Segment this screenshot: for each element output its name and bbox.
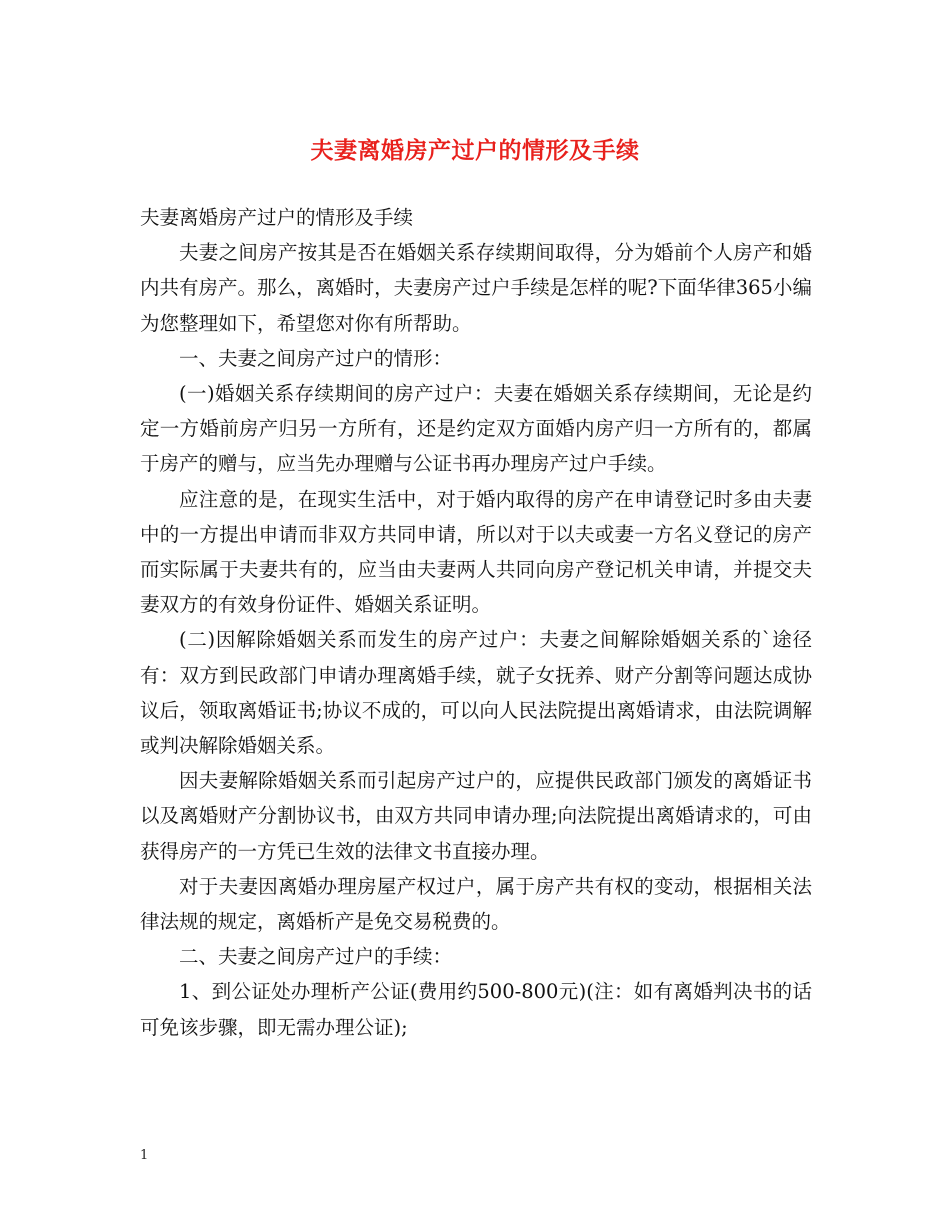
page-number: 1 xyxy=(140,1148,149,1163)
section-heading-procedures: 二、夫妻之间房产过户的手续： xyxy=(179,945,453,969)
paragraph-during-marriage: (一)婚姻关系存续期间的房产过户：夫妻在婚姻关系存续期间，无论是约定一方婚前房产归另一方所有，还是约定双方面婚内房产归一方所有的，都属于房产的赠与，应当先办理赠与公证书再办理房产过户手续。 xyxy=(140,382,812,476)
paragraph-step-1: 1、到公证处办理析产公证(费用约500-800元)(注：如有离婚判决书的话可免该步骤，即无需办理公证); xyxy=(140,980,812,1039)
paragraph-attention: 应注意的是，在现实生活中，对于婚内取得的房产在申请登记时多由夫妻中的一方提出申请而非双方共同申请，所以对于以夫或妻一方名义登记的房产而实际属于夫妻共有的，应当由夫妻两人共同向房产登记机关申请，并提交夫妻双方的有效身份证件、婚姻关系证明。 xyxy=(140,487,812,617)
paragraph-tax-exempt: 对于夫妻因离婚办理房屋产权过户，属于房产共有权的变动，根据相关法律法规的规定，离婚析产是免交易税费的。 xyxy=(140,874,812,934)
paragraph-divorce-transfer: 因夫妻解除婚姻关系而引起房产过户的，应提供民政部门颁发的离婚证书以及离婚财产分割协议书，由双方共同申请办理;向法院提出离婚请求的，可由获得房产的一方凭已生效的法律文书直接办理。 xyxy=(140,769,812,863)
document-subtitle: 夫妻离婚房产过户的情形及手续 xyxy=(140,206,414,229)
document-body xyxy=(140,200,812,1045)
document-title: 夫妻离婚房产过户的情形及手续 xyxy=(310,137,640,164)
section-heading-situations: 一、夫妻之间房产过户的情形： xyxy=(179,346,453,370)
paragraph-intro: 夫妻之间房产按其是否在婚姻关系存续期间取得，分为婚前个人房产和婚内共有房产。那么，离婚时，夫妻房产过户手续是怎样的呢?下面华律365小编为您整理如下，希望您对你有所帮助。 xyxy=(140,241,812,335)
paragraph-divorce: (二)因解除婚姻关系而发生的房产过户：夫妻之间解除婚姻关系的`途径有：双方到民政部门申请办理离婚手续，就子女抚养、财产分割等问题达成协议后，领取离婚证书;协议不成的，可以向人民法院提出离婚请求，由法院调解或判决解除婚姻关系。 xyxy=(140,628,812,758)
